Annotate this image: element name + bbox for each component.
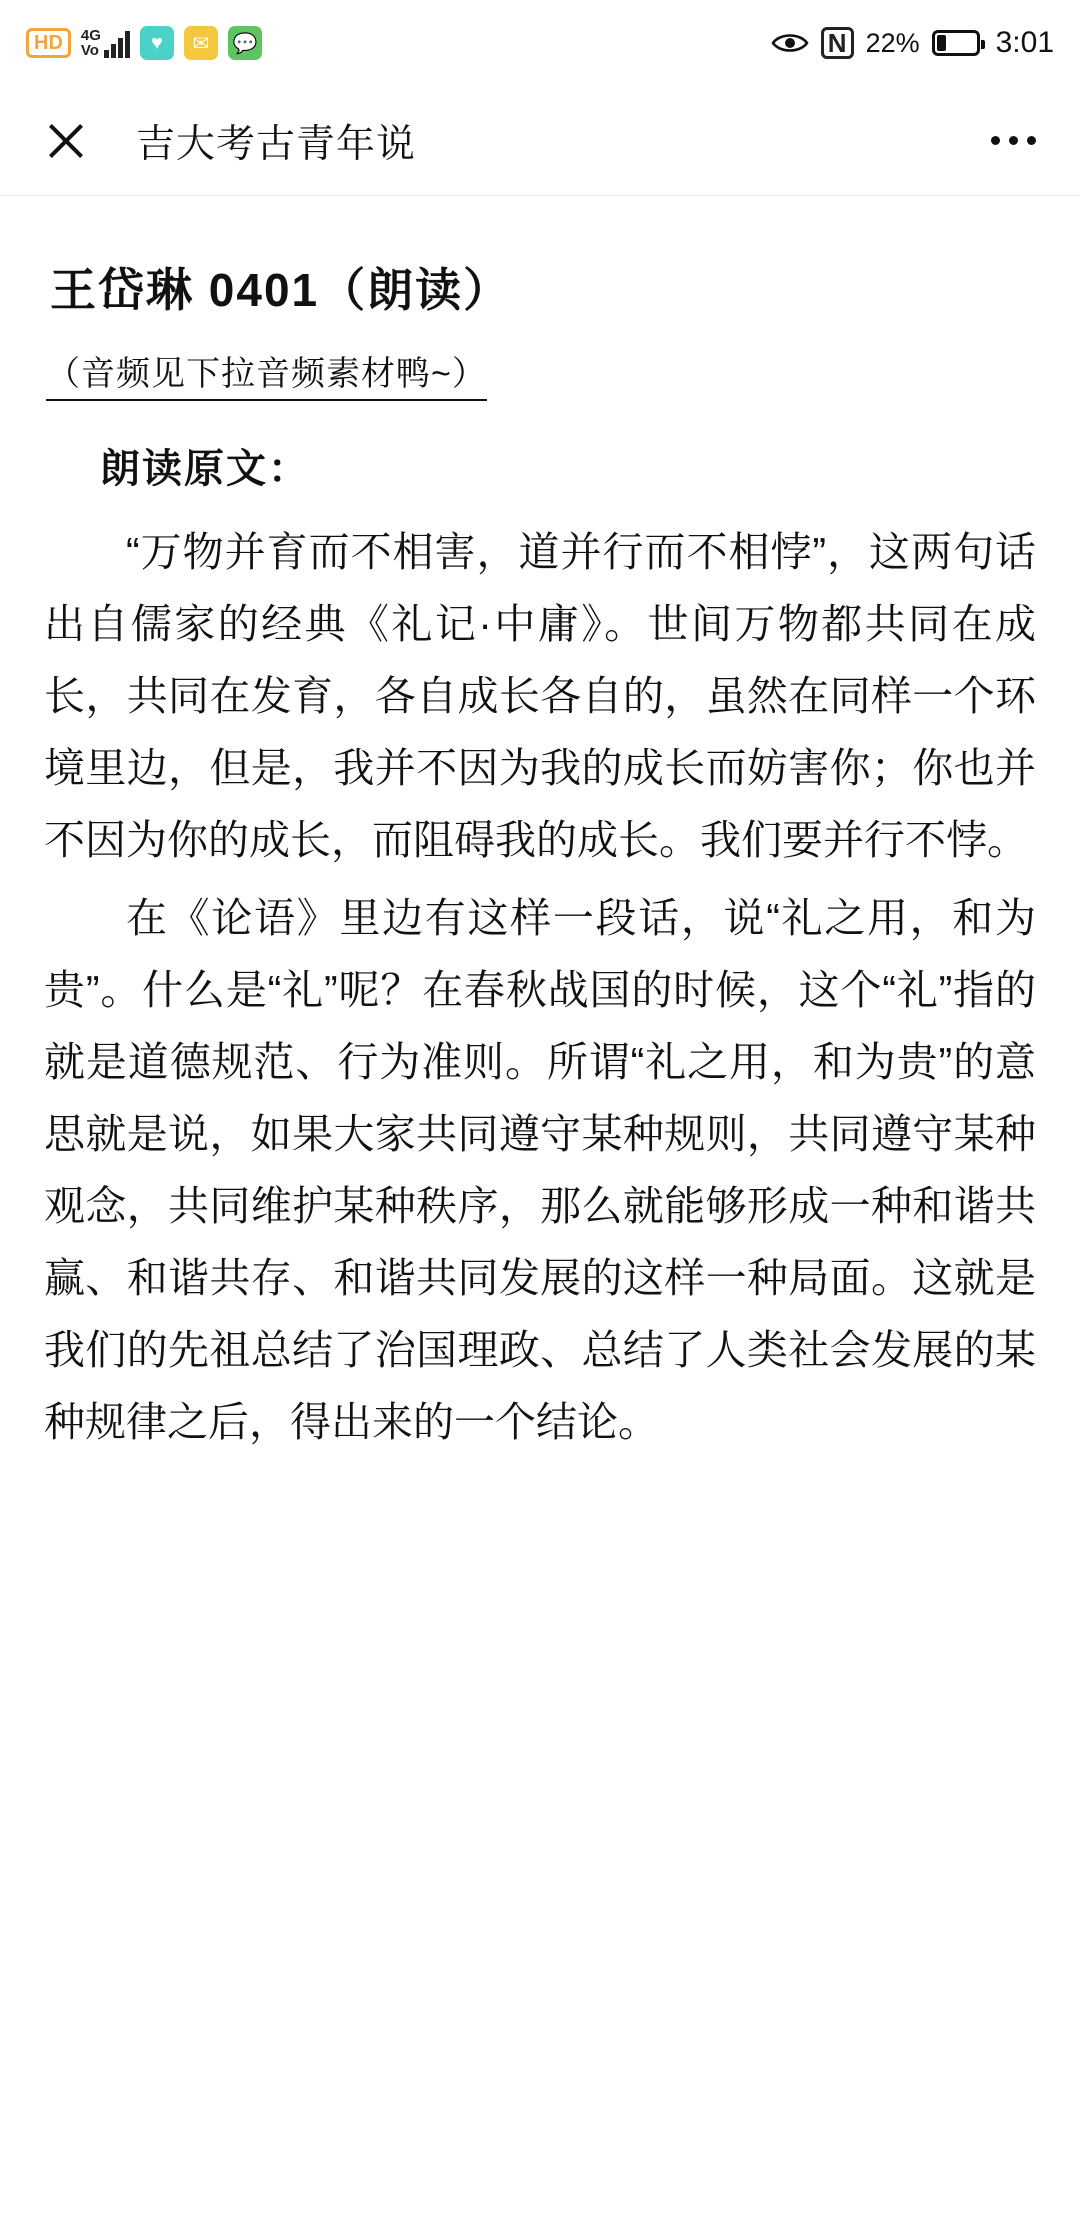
signal-icon [81, 28, 130, 58]
article-title: 王岱琳 0401（朗读） [50, 264, 512, 316]
status-bar [0, 0, 1080, 86]
page-title: 吉大考古青年说 [136, 122, 417, 166]
hd-icon: HD [26, 28, 71, 58]
eye-comfort-icon [771, 30, 809, 56]
more-options-icon[interactable] [991, 136, 1042, 145]
status-bar-right [771, 26, 1054, 60]
article-paragraph: “万物并育而不相害，道并行而不相悖”，这两句话出自儒家的经典《礼记·中庸》。世间万物都共同在成长，共同在发育，各自成长各自的，虽然在同样一个环境里边，但是，我并不因为我的成长而妨害你；你也并不因为你的成长，而阻碍我的成长。我们要并行不悖。 [44, 529, 1036, 863]
article-paragraph: 在《论语》里边有这样一段话，说“礼之用，和为贵”。什么是“礼”呢？在春秋战国的时候，这个“礼”指的就是道德规范、行为准则。所谓“礼之用，和为贵”的意思就是说，如果大家共同遵守某种规则，共同遵守某种观念，共同维护某种秩序，那么就能够形成一种和谐共赢、和谐共存、和谐共同发展的这样一种局面。这就是我们的先祖总结了治国理政、总结了人类社会发展的某种规律之后，得出来的一个结论。 [44, 895, 1036, 1445]
nfc-icon: N [821, 27, 854, 59]
navigation-bar [0, 86, 1080, 196]
network-type-text: 4G [80, 27, 101, 44]
wechat-app-icon: 💬 [228, 26, 262, 60]
article-heading: 朗读原文： [100, 447, 310, 491]
battery-fill [937, 35, 946, 51]
battery-percent-label: 22% [865, 27, 920, 58]
network-sub-text: Vo [80, 42, 99, 59]
health-app-icon: ♥ [140, 26, 174, 60]
status-bar-left [26, 26, 262, 60]
close-icon[interactable] [38, 113, 94, 169]
battery-icon [932, 30, 980, 56]
signal-bars-icon [104, 30, 130, 58]
network-type-label [81, 28, 101, 58]
clock-label: 3:01 [995, 26, 1054, 59]
article-body [0, 196, 1080, 1458]
mail-app-icon: ✉ [184, 26, 218, 60]
article-subtitle-wrap [44, 346, 1036, 431]
article-subtitle: （音频见下拉音频素材鸭~） [46, 346, 487, 401]
